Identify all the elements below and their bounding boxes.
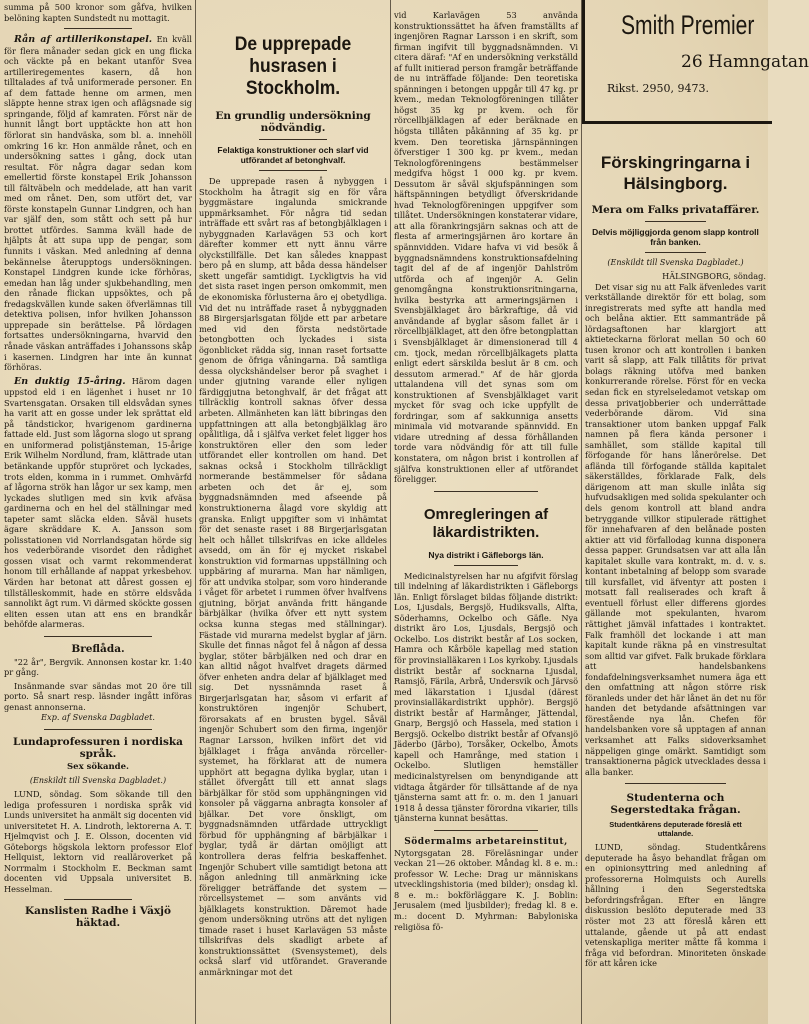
ad-phone: Rikst. 2950, 9473. (607, 82, 710, 95)
arbetareinstitut-body: Nytorgsgatan 28. Föreläsningar under veckan 21—26 oktober. Måndag kl. 8 e. m.: professor W. Leche: Drag ur människans utvecklingshistoria (med bilder); onsdag kl. 8 e. m.: bokförläggare K. J. Boblin: Jerusalem (med ljusbilder); fredag kl. 8 e. m.: docent D. Myhrman: Babyloniska religiösa fö- (394, 847, 578, 932)
intro-text: summa på 500 kronor som gåfva, hvilken belöning kapten Sundstedt nu mottagit. (4, 2, 192, 23)
column-4 (585, 140, 766, 1024)
divider (44, 636, 152, 637)
radhe-title: Kanslisten Radhe i Växjö häktad. (25, 905, 171, 930)
column-rule (195, 0, 196, 1024)
article-ran-konstapel (4, 34, 192, 373)
husrasen-continued: vid Karlavägen 53 använda konstruktionssättet ha äfven framställts af ingenjören Ragnar Larsson i en skrift, som firman ingifvit till byggnadsnämnden. Vi citera däraf: "Af en undersökning verkställd af fullt initierad person framgår beträffande de nu inträffade följande: Den teoretiska spänningen i betongen uppgår till 47 kg. pr kvem., medan Teknologföreningen tillåter högst 35 kg pr kvem. och för rörcellbjälklagen af eder beräknade en högsta tillåten påkänning af 35 kg. pr kvem. Den teoretiska järnspänningen öfverstiger 1 300 kg. pr kvem., medan Teknologföreningens bestämmelser medgifva högst 1 000 kg. pr kvem. Dessutom är såväl skjufspänningen som häftspänningen betydligt öfverskridande hvad Teknologföreningen uppgifver som tillåtet. Undersökningen konstaterar vidare, att alla förankringsjärn saknas och att de flesta af armeringsjärnen äro kortare än spännvidden. Vidare hafva vi vid besök å byggnadsnämndens konstruktionsafdelning tagit del af de af ingenjör Dahlström utförda och af ingenjör A. Gelin genomgångna konstruktionsritningarna, hvilka bestyrka att armeringsjärnen i Svensbjälklaget äro bärkraftige, då vid användande af byglar såsom fallet är i rörcellbjälklaget, att den öfre betongplattan i Svensbjälklaget är dimensionerad till 4 cm. tjock, medan rörcellbjälkagets platta enligt edert särskilda beslut är 8 cm. och dessutom armerad." Af de här gjorda uttalandena vill det synas som om konstruktionen af Svensbjälklaget varit mycket för svag och icke uppfyllt de fordringar, som af sakkunniga ansetts minimala vid motvarande spännvidd. En vidare utredning af dessa förhållanden torde vara nödvändig för att till fulle konstatera, om någon brist i kontrollen af själfva konstruktionen eller af utförandet föreligger. (394, 10, 578, 485)
article-body: En kväll för flera månader sedan gick en ung flicka och väckte på en bekant utanför Svea artilleriregementes kasern, då hon tilltalades af två uniformerade personer. En af dem fattade henne om armen, men släppte henne strax igen och aflägsnade sig springande, följd af kamraten. Först när de hunnit långt bort upptäckte hon att hon förlorat sin handväska, som bl. a. innehöll omkring 16 kr. Hon anmälde rånet, och en undersökning sattes i gång, dock utan resultat. För några dagar sedan kom emellertid förste konstapel Erik Johansson till fältväbeln och meddelade, att han varit med om rånet. Den, som utfört det, var förste konstapeln Gunnar Lindgren, och han var själf den, som stått och sett på hur brottet utfördes. Samma kväll hade de hjälpts åt att supa upp de pengar, som funnits i väskan. Med anledning af denna bekännelse återupptogs undersökningen. Konstapel Lindgren kunde icke förhöras, emedan han låg under sjukbehandling, men den rånade flickan uppsöktes, och på fredagskvällen kunde saken öfverlämnas till detektiva polisen, infor hvilken Johansson upprepade sin berättelse. På lördagen fortsattes undersökningarna, hvarvid den rånade väskan anträffades i Johanssons skåp i kasernen. Lindgren har inte än kunnat förhöras. (4, 34, 192, 373)
divider (625, 783, 726, 784)
husrasen-deck: Felaktiga konstruktioner och slarf vid utförandet af betonghvalf. (217, 145, 369, 165)
forskingringarna-body: Det visar sig nu att Falk äfvenledes varit verkställande direktör för ett bolag, som inregistrerats med syfte att handla med och belåna aktier. Ett sammanträde på lördagsaftonen har klargjort att aktieteckarna förlorat mellan 50 och 60 tusen kronor och att kontrollen i banken varit så slapp, att Falk tillåtits för privat bolags räkning utöfva med banken konkurrerande rörelse. Först för en vecka sedan fick en styrelseledamot vetskap om dessa privatjobberier och underrättade vederbörande därom. Vid sina transaktioner utom banken uppgaf Falk namnen på flera kända personer i samhället, som ställde kapital till förfogande för hans lånerörelse. Det aflända till förfogande ställda kapitalet säkerställdes, förklarade Falk, dels därigenom att man skulle inlåta sig hufvudsakligen med solida spekulanter och dels genom kontroll att bland andra betryggande villkor stipulerade rättighet för innehafvaren af den belånade posten aktier att vid förfallodag kunna disponera dessa papper. Grundsatsen var att alla lån kapitalet skulle vara kontrakt, m. d. v. s. kontant inbetalning af belopp som svarade till kursfallet, vid äfventyr att posten i motsatt fall realiserades och kraft å eventuell förlust eller differens gjordes gällande mot spekulanten, hvarom rättighet jämväl infattades i kontraktet. Falk framhöll det lockande i att man kapitalt kunde räkna på en vinstresultat som alltid var gifvet. Falk brukade förklara att handelsbankens fondafdelningsverksamhet numera äga ett den omfattning att någon större risk föranleds under det här lånet än det nu för handen det betydande afsättningen var förestående nya lån. Chefen för handelsbanken vore så upptagen af annan verksamhet att Falks sidoverksamhet näppeligen ginge omärkt. Samtidigt som transaktionerna pågick utvecklades dessa i alla banker. (585, 281, 766, 777)
advertisement-box (582, 0, 809, 124)
studenterna-deck: Studentkårens deputerade föreslå ett uttalande. (609, 820, 742, 839)
lundaprofessuren-body: LUND, söndag. Som sökande till den ledigа professuren i nordiska språk vid Lunds universitet ha anmält sig docenten vid universitetet H. A. Lindroth, lektorerna A. T. Hjelmqvist och J. E. Olsson, docenten vid Göteborgs högskola lektorn professor Elof Hellquist, lektorn vid realläroverket på Norrmalm i Stockholm E. Beckman samt docenten vid Uppsala universitet B. Hesselman. (4, 788, 192, 894)
divider (454, 565, 518, 566)
divider (44, 729, 152, 730)
divider (259, 139, 327, 140)
forskingringarna-deck: Delvis möjliggjorda genom slapp kontroll från banken. (592, 227, 759, 247)
studenterna-body: LUND, söndag. Studentkårens deputerade ha åsyo behandlat frågan om en opinionsyttring med anledning af professorerna Holmquists och Aurells hållning i den Segerstedtska befordringsfrågan. Efter en längre diskussion beslöto deputerade med 33 röster mot 23 att föreslå kåren ett uttalande, gående ut på att endast vetenskapliga meriter måtte få komma i fråga vid befordran. Minoriteten önskade för att kåren icke (585, 842, 766, 969)
breflada-body: "22 år", Bergvik. Annonsen kostar kr. 1:40 pr gång. (4, 656, 192, 678)
forskingringarna-subhead: Mera om Falks privataffärer. (591, 204, 760, 216)
byline: (Enskildt till Svenska Dagbladet.) (607, 258, 744, 267)
husrasen-headline: De upprepade husrasen i Stockholm. (234, 34, 352, 99)
column-1 (4, 0, 192, 1024)
ad-address: 26 Hamngatan (681, 52, 809, 72)
divider (64, 28, 132, 29)
husrasen-subhead: En grundlig undersökning nödvändig. (215, 110, 371, 134)
lundaprofessuren-sub: Sex sökande. (67, 761, 129, 772)
article-title: En duktig 15-åring. (14, 375, 126, 387)
breflada-body: Insänmande svar sändas mot 20 öre till porto. Så snart resp. läsnder ingått införas genast annonserna. (4, 680, 192, 712)
divider (645, 221, 706, 222)
lundaprofessuren-title: Lundaprofessuren i nordiska språk. (13, 735, 183, 760)
breflada-signature: Exp. af Svenska Dagbladet. (41, 712, 155, 723)
divider (645, 252, 706, 253)
divider (434, 830, 538, 831)
article-body: Härom dagen uppstod eld i en lägenhet i huset nr 10 Svartensgatan. Orsaken till eldsvådan synes ha varit att en gosse under lek sprättat eld på tändstickor, hvarigenom gardinerna fattade eld. Just som lågorna slogo ut sprang en uniformerad polistjänsteman, 15-årige Erik Wilhelm Nordlund, fram, klättrade utan betänkande uppför stupröret och lyckades, trots elden, komma in i rummet. Omhvärfd af lågorna strök han lågor ur sex kamp, men lyckades slutligen med sin kvik afväsa gardinerna och en hel del ställningar med tapeter samt släcka elden. Såväl husets ägare skräddare K. A. Jansson som polisstationen vid Norrlandsgatan hörde sig hos vederbörande visordet den rådighet gossen visat och varmt rekommenderat honom till erhållande af nappat yrkesbehov. Värden har betonat att dårest gossen ej tillställeskommit, hade en större eldsvåda sannolikt ägt rum. Vi därmed sköckte gossen eliten essen utan att ens en brandkår behöfde alarmeras. (4, 375, 193, 630)
breflada-title: Breflåda. (71, 642, 125, 655)
arbetareinstitut-title: Södermalms arbetareinstitut, (404, 836, 568, 847)
ad-company-name: Smith Premier (621, 10, 755, 40)
divider (64, 899, 132, 900)
column-3 (394, 0, 578, 1024)
column-rule (390, 0, 391, 1024)
forskingringarna-headline: Förskingringarna i Hälsingborg. (600, 153, 751, 193)
dateline: HÄLSINGBORG, söndag. (662, 271, 766, 281)
studenterna-headline: Studenterna och Segerstedtaka frågan. (610, 792, 741, 817)
husrasen-body: De upprepade rasen å nybyggen i Stockholm ha åtragit sig en för våra byggmästare ingalunda smickrande uppmärksamhet. För några tid sedan inträffade ett svårt ras af betongbjälklagen i nybyggnaden Karlavägen 53 och kort därefter kommer ett nytt ännu värre olyckstillfälle. Det kan således knappast bero på en slump, att båda dessa händelser skett ungefär samtidigt. Lyckligtvis ha vid det sista raset ingen person omkommit, men de ekonomiska förlusterna äro ej obetydliga. Vid det nu inträffade raset å nybyggnaden 88 Birgersjarlsgatan följde ett par arbetare med vid den första nedstörtade betongbotten och lyckades i sista ögonblicket rädda sig, innan raset fortsatte genom de öfriga våningarna. Då samtliga dessa olyckshändelser beror på svaghet i under gjutning varande eller nyligen färdiggjutna betonghvalf, är det frågat att tillräcklig kontroll saknas öfver dessa arbeten. Allmänheten kan lätt bibringas den uppfattningen att alla betongbjälklag äro opålitliga, då i själfva verket felet ligger hos konstruktören eller den som leder utförandet eller kontrollen om hand. Det saknas också i Stockholm tillräckligt normerande bestämmelser för sådana arbeten och det är ej, som byggnadsnämnden med afseende på konstruktionerna ålagd vore skyldig att granska. Enligt uppgifter som vi inhämtat för det senaste raset i 88 Birgerjarlsgatan helt och hållet tillskrifvas en icke alldeles avsedd, om än för ej mycket riskabel konstruktion vid formarnas uppställning och uppbäring af murarna. Man har nämligen, för att undvika stolpar, som voro hinderande i våget för arbetet i rummen öfver hvalfvens gjutning, börjat använda fritt hängande bärbjälkar (hvilka öfver ett nytt system ocksa kunna stegas med ställningar). Fästade vid murarna medelst byglar af järn. Skulle det finnas något fel å någon af dessa byglar, stöter bärbjälken ned och drar en kan alltid något hvalfvet dragets därmed öfver enheten andra delar af bjälklaget med sig. Det nyssnämnda raset å Birgerjarlsgatan har, såsom vi erfarit af konstruktören ingenjör Schubert, förorsakats af en brusten bygel. Såväl ingenjör Schubert som den firma, ingenjör Ragnar Larsson, hvilken infört det vid bjälklaget i fråga använda rörceller-systemet, ha förklarat att de numera upphört att begagna dylika byglar, utan i stället öfvergått till ett annat slags bärbjälkar för stöd som upphängningen vid konsoler på väggarna anbragta konsoler af bjälkar. Det vore önskligt, om byggnadsnämnden utfärdade uttryckligt förbud för upphängning af bärbjälkar i byglar, tydå är därtan omöjligt att kontrollera deras felfria beskaffenhet. Ingenjör Schubert ville samtidigt betona att någon anledning till anmärkning icke föreligger beträffande det system — rörcellsystemet — som använts vid bjälklagets konstruktion. Däremot hade genom undersökning utröns att det nyligen timade raset i huset Karlavägen 53 måste tillskrifvas dels skadligt arbete af konstruktionssättet (Svensystemet), dels också slarf vid utförandet. Graverande anmärkningar mot det (199, 176, 387, 978)
byline: (Enskildt till Svenska Dagbladet.) (29, 775, 167, 785)
lakardistrikten-headline: Omregleringen af läkardistrikten. (423, 505, 549, 541)
divider (434, 491, 538, 492)
column-rule (581, 0, 582, 1024)
divider (259, 170, 327, 171)
article-duktig-15-aring (4, 376, 192, 630)
lakardistrikten-body: Medicinalstyrelsen har nu afgifvit förslag till indelning af läkardistrikten i Gäfleborgs län. Enligt förslaget bildas följande distrikt: Los, Ljusdals, Bergsjö, Hudiksvalls, Alfta, Söderhamns, Ockelbo och Gäfle. Nya distrikt äro Los, Ljusdals, Bergsjö och Ockelbo. Los distrikt består af Los socken, Hamra och Kårböle kapellag med station för provinsialläkaren i Los kyrkoby. Ljusdals distrikt består af socknarna Ljusdal, Ramsjö, Färila, Arbrå, Undersvik och Järvsö med läkarstation i Ljusdal (därest provinsialläkardistrikt upphör). Bergsjö distrikt består af Harmånger, Jättendal, Gnarp, Bergsjö och Hassela, med station i Bergsjö. Ockelbo distrikt består af Ofvansjö Jäderbo (Järbo), Torsåker, Ockelbo, Åmots kapell och Hamrånge, med station i Ockelbo. Slutligen hemställer medicinalstyrelsen om benyndigande att vidtaga åtgärder för tillsättande af de nya tjänsterna samt att fr. o. m. den 1 januari 1918 å dessa tjänster förordna vikarier, tills tjänsterna kunnat besättas. (394, 570, 578, 824)
column-2 (199, 0, 387, 1024)
lakardistrikten-deck: Nya distrikt i Gäfleborgs län. (428, 549, 544, 560)
article-title: Rån af artillerikonstapel. (14, 34, 153, 46)
